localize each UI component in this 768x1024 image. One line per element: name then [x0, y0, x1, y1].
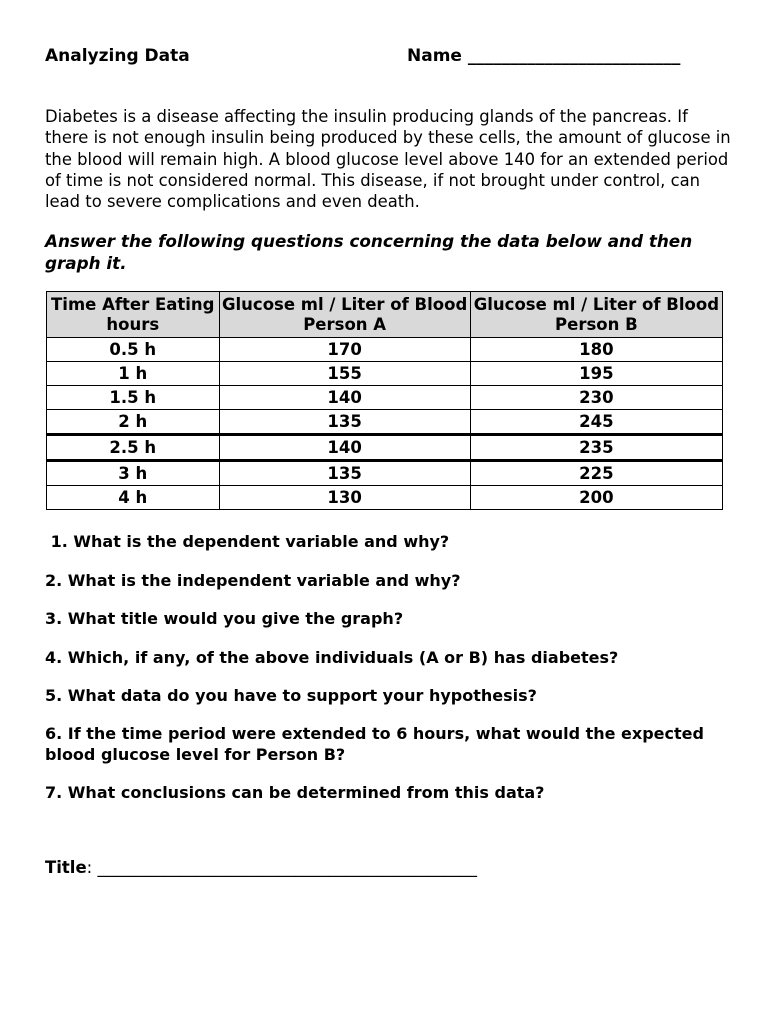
person-a-cell: 140: [219, 435, 470, 461]
time-cell: 1 h: [47, 362, 220, 386]
table-row: [47, 410, 723, 435]
time-cell: 2 h: [47, 410, 220, 435]
person-b-cell: 245: [470, 410, 722, 435]
person-b-cell: 230: [470, 386, 722, 410]
question-2: 2. What is the independent variable and why?: [45, 571, 461, 590]
glucose-data-table: [46, 291, 723, 510]
person-a-cell: 140: [219, 386, 470, 410]
table-row: [47, 435, 723, 461]
person-a-cell: 130: [219, 486, 470, 510]
instructions: Answer the following questions concerning the data below and then graph it.: [45, 231, 693, 273]
question-7: 7. What conclusions can be determined from this data?: [45, 783, 545, 802]
question-5: 5. What data do you have to support your hypothesis?: [45, 686, 537, 705]
question-6: 6. If the time period were extended to 6 hours, what would the expected blood glucose level for Person B?: [45, 724, 704, 764]
table-row: [47, 461, 723, 486]
name-field[interactable]: Name _________________________: [407, 46, 681, 66]
time-cell: 2.5 h: [47, 435, 220, 461]
person-a-cell: 155: [219, 362, 470, 386]
table-row: [47, 386, 723, 410]
person-b-cell: 195: [470, 362, 722, 386]
graph-title-label: Title: [45, 858, 87, 877]
time-cell: 3 h: [47, 461, 220, 486]
person-a-cell: 170: [219, 338, 470, 362]
graph-title-field[interactable]: [45, 858, 477, 877]
header-person-b: Glucose ml / Liter of Blood Person B: [470, 292, 722, 338]
question-3: 3. What title would you give the graph?: [45, 609, 404, 628]
header-person-a: Glucose ml / Liter of Blood Person A: [219, 292, 470, 338]
person-b-cell: 235: [470, 435, 722, 461]
question-1: 1. What is the dependent variable and why?: [45, 532, 450, 551]
header-time: Time After Eating hours: [47, 292, 220, 338]
intro-paragraph: Diabetes is a disease affecting the insulin producing glands of the pancreas. If there is not enough insulin being produced by these cells, the amount of glucose in the blood will remain high. A blood glucose level above 140 for an extended period of time is not considered normal. This disease, if not brought under control, can lead to severe complications and even death.: [45, 107, 731, 212]
question-4: 4. Which, if any, of the above individuals (A or B) has diabetes?: [45, 648, 619, 667]
person-b-cell: 180: [470, 338, 722, 362]
person-a-cell: 135: [219, 410, 470, 435]
table-row: [47, 486, 723, 510]
page-header: [45, 46, 725, 68]
person-b-cell: 200: [470, 486, 722, 510]
person-b-cell: 225: [470, 461, 722, 486]
time-cell: 1.5 h: [47, 386, 220, 410]
worksheet-title: Analyzing Data: [45, 46, 190, 66]
time-cell: 0.5 h: [47, 338, 220, 362]
table-header-row: [47, 292, 723, 338]
graph-title-line[interactable]: : ______________________________________________: [86, 858, 477, 877]
person-a-cell: 135: [219, 461, 470, 486]
table-row: [47, 362, 723, 386]
time-cell: 4 h: [47, 486, 220, 510]
table-row: [47, 338, 723, 362]
